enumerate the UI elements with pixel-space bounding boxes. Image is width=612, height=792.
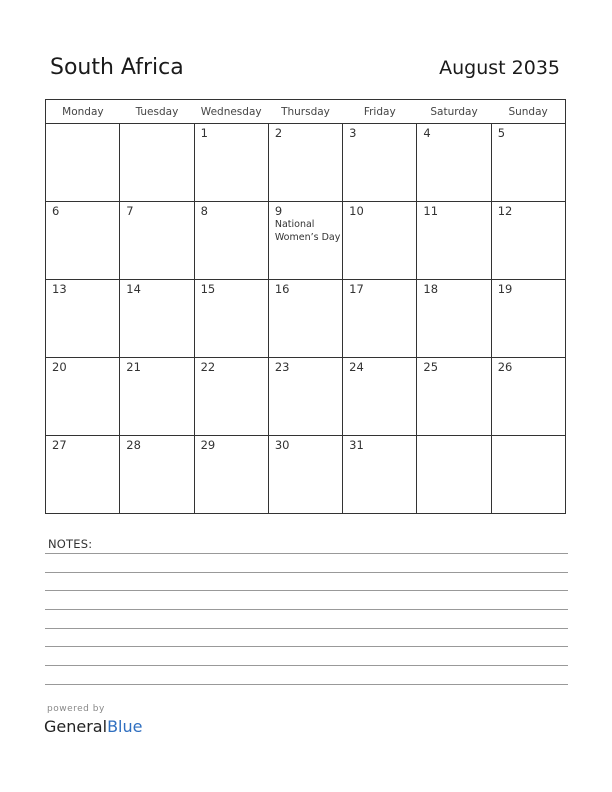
day-number: 13: [52, 282, 67, 296]
day-cell: [343, 202, 417, 280]
day-number: 5: [497, 126, 506, 140]
day-cell: [343, 358, 417, 436]
day-cell: [417, 358, 491, 436]
day-cell: [343, 280, 417, 358]
day-number: 8: [200, 204, 208, 218]
day-cell: [343, 124, 417, 202]
day-number: 28: [126, 438, 141, 452]
country-title: South Africa: [50, 55, 184, 80]
month-year-title: August 2035: [439, 57, 560, 79]
day-cell: [268, 436, 342, 514]
notes-line: [45, 684, 568, 685]
day-cell: [491, 358, 565, 436]
day-cell: [46, 202, 120, 280]
holiday-label: National Women’s Day: [274, 219, 341, 243]
notes-line: [45, 609, 568, 610]
weekday-header: Wednesday: [194, 100, 268, 124]
day-cell: [268, 358, 342, 436]
day-number: 14: [126, 282, 141, 296]
day-cell: [491, 436, 565, 514]
day-number: 21: [126, 360, 141, 374]
day-cell: [343, 436, 417, 514]
day-cell: [194, 436, 268, 514]
notes-line: [45, 646, 568, 647]
day-cell: [417, 202, 491, 280]
week-row: [46, 358, 566, 436]
day-cell: [491, 280, 565, 358]
day-cell: [194, 124, 268, 202]
week-row: [46, 124, 566, 202]
day-cell: [417, 436, 491, 514]
day-number: 20: [52, 360, 67, 374]
day-cell: [194, 280, 268, 358]
notes-line: [45, 572, 568, 573]
day-cell: [46, 124, 120, 202]
notes-line: [45, 628, 568, 629]
weekday-header: Tuesday: [120, 100, 194, 124]
day-cell: [491, 202, 565, 280]
day-cell: [417, 124, 491, 202]
day-number: 11: [423, 204, 439, 218]
generalblue-logo: [44, 717, 142, 736]
day-number: 29: [200, 438, 216, 452]
day-number: 17: [349, 282, 364, 296]
week-row: [46, 202, 566, 280]
day-number: 10: [349, 204, 364, 218]
weekday-header: Sunday: [491, 100, 565, 124]
day-number: 16: [274, 282, 290, 296]
day-number: 25: [423, 360, 439, 374]
day-number: 18: [423, 282, 439, 296]
day-cell: [46, 358, 120, 436]
day-number: 3: [349, 126, 357, 140]
day-cell: [194, 202, 268, 280]
notes-line: [45, 553, 568, 554]
week-row: [46, 436, 566, 514]
day-number: 30: [274, 438, 290, 452]
day-number: 24: [349, 360, 364, 374]
day-cell: [268, 280, 342, 358]
day-cell: [268, 124, 342, 202]
day-cell: [417, 280, 491, 358]
brand-blue-text: Blue: [107, 717, 143, 736]
day-cell: [194, 358, 268, 436]
day-number: 4: [423, 126, 431, 140]
day-number: 26: [497, 360, 513, 374]
day-cell: [120, 358, 194, 436]
day-cell: [268, 202, 342, 280]
day-number: 19: [497, 282, 513, 296]
weekday-header: Friday: [343, 100, 417, 124]
day-number: 1: [200, 126, 208, 140]
day-number: 15: [200, 282, 216, 296]
day-cell: [120, 436, 194, 514]
day-number: 12: [497, 204, 513, 218]
day-cell: [120, 280, 194, 358]
day-cell: [46, 436, 120, 514]
day-cell: [120, 124, 194, 202]
weekday-header-row: [46, 100, 566, 124]
brand-general-text: General: [44, 717, 108, 736]
week-row: [46, 280, 566, 358]
powered-by-label: powered by: [47, 704, 105, 714]
notes-line: [45, 665, 568, 666]
weekday-header: Saturday: [417, 100, 491, 124]
day-cell: [120, 202, 194, 280]
weekday-header: Thursday: [268, 100, 342, 124]
day-cell: [491, 124, 565, 202]
day-number: 23: [274, 360, 290, 374]
day-number: 7: [126, 204, 134, 218]
day-number: 27: [52, 438, 67, 452]
day-number: 22: [200, 360, 216, 374]
day-number: 6: [52, 204, 60, 218]
notes-line: [45, 590, 568, 591]
day-number: 2: [274, 126, 283, 140]
notes-label: NOTES:: [48, 537, 93, 551]
day-number: 9: [274, 204, 283, 218]
calendar-grid: [45, 99, 566, 514]
weekday-header: Monday: [46, 100, 120, 124]
day-cell: [46, 280, 120, 358]
day-number: 31: [349, 438, 364, 452]
